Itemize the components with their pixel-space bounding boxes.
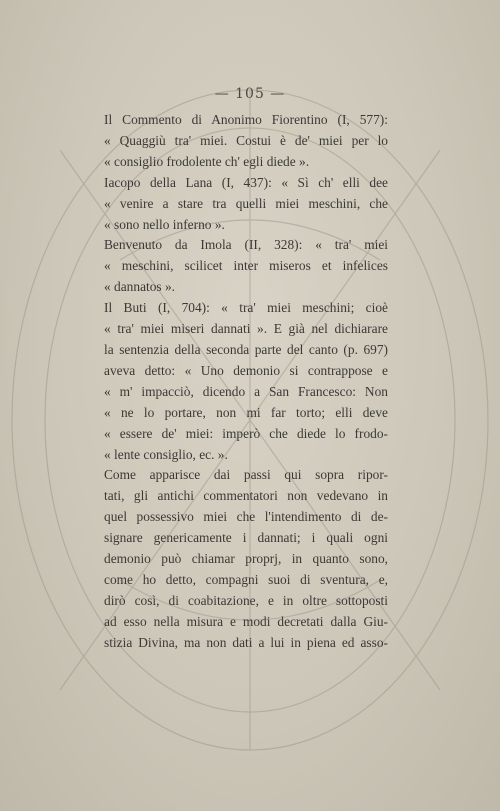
text-line: « meschini, scilicet inter miseros et infelices bbox=[104, 258, 388, 274]
text-line: « ne lo portare, non mi far torto; elli deve bbox=[104, 404, 388, 420]
text-line: « venire a stare tra quelli miei meschini, che bbox=[104, 195, 388, 211]
text-line: la sentenzia della seconda parte del canto (p. 697) bbox=[104, 341, 388, 357]
text-line: « m' impacciò, dicendo a San Francesco: Non bbox=[104, 383, 388, 399]
text-line: « Quaggiù tra' miei. Costui è de' miei per lo bbox=[104, 132, 388, 148]
text-line: « consiglio frodolente ch' egli diede ». bbox=[104, 153, 310, 169]
text-line: « dannatos ». bbox=[104, 279, 176, 295]
text-line: come ho detto, compagni suoi di sventura, e, bbox=[104, 571, 388, 587]
page-body-text bbox=[104, 110, 388, 654]
text-line: demonio può chiamar proprj, in quanto sono, bbox=[104, 551, 388, 567]
text-line: signare genericamente i dannati; i quali ogni bbox=[104, 530, 388, 546]
text-line: Come apparisce dai passi qui sopra ripor- bbox=[104, 467, 388, 483]
text-line: aveva detto: « Uno demonio si contrappose e bbox=[104, 362, 388, 378]
text-line: Il Buti (I, 704): « tra' miei meschini; cioè bbox=[104, 300, 388, 316]
text-line: « tra' miei miseri dannati ». E già nel dichiarare bbox=[104, 321, 388, 337]
text-line: Benvenuto da Imola (II, 328): « tra' miei bbox=[104, 237, 388, 253]
text-line: stizia Divina, ma non dati a lui in piena ed asso- bbox=[104, 634, 388, 650]
text-line: « essere de' miei: imperò che diede lo frodo- bbox=[104, 425, 388, 441]
text-line: « sono nello inferno ». bbox=[104, 216, 225, 232]
page-number: — 105 — bbox=[214, 86, 286, 102]
text-line: quel possessivo miei che l'intendimento di de- bbox=[104, 509, 388, 525]
text-line: tati, gli antichi commentatori non vedevano in bbox=[104, 488, 388, 504]
text-line: Iacopo della Lana (I, 437): « Sì ch' elli dee bbox=[104, 174, 388, 190]
text-line: ad esso nella misura e modi decretati dalla Giu- bbox=[104, 613, 388, 629]
text-line: dirò così, di coabitazione, e in oltre sottoposti bbox=[104, 592, 388, 608]
text-line: Il Commento di Anonimo Fiorentino (I, 577): bbox=[104, 112, 388, 127]
text-line: « lente consiglio, ec. ». bbox=[104, 446, 228, 462]
